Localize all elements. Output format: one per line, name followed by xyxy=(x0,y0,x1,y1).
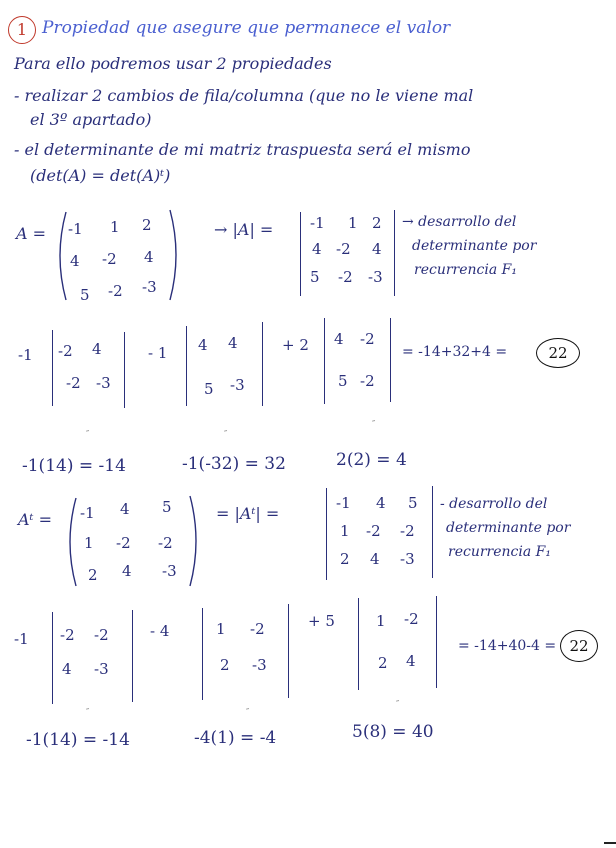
minor-b1-right-bar xyxy=(132,610,133,702)
tick-mark: ″ xyxy=(86,708,90,718)
cofactor-b1-coef: -1 xyxy=(14,630,29,648)
minor-a3-left-bar xyxy=(324,318,325,404)
term-b1: -1(14) = -14 xyxy=(26,730,130,750)
matrix-at-cell: -2 xyxy=(116,534,131,552)
minor-a3-cell: -2 xyxy=(360,330,375,348)
cofactor-a1-coef: -1 xyxy=(18,346,33,364)
term-a2: -1(-32) = 32 xyxy=(182,454,286,474)
det-a-right-bar xyxy=(394,210,395,296)
matrix-at-right-paren xyxy=(188,494,202,588)
minor-b2-cell: 1 xyxy=(216,620,226,638)
note-b-line-2: determinante por xyxy=(446,520,571,536)
minor-b3-cell: 1 xyxy=(376,612,386,630)
det-at-cell: -1 xyxy=(336,494,351,512)
intro-line: Para ello podremos usar 2 propiedades xyxy=(14,54,332,73)
minor-a1-left-bar xyxy=(52,330,53,406)
minor-b3-cell: -2 xyxy=(404,610,419,628)
matrix-a-cell: 5 xyxy=(80,286,90,304)
tick-mark: ″ xyxy=(246,708,250,718)
det-at-right-bar xyxy=(432,486,433,578)
det-a-cell: -3 xyxy=(368,268,383,286)
minor-a2-cell: 4 xyxy=(228,334,238,352)
det-a-cell: -2 xyxy=(338,268,353,286)
matrix-at-cell: 2 xyxy=(88,566,98,584)
det-at-cell: 4 xyxy=(376,494,386,512)
minor-a1-cell: -2 xyxy=(58,342,73,360)
minor-a3-cell: 5 xyxy=(338,372,348,390)
minor-a2-cell: 5 xyxy=(204,380,214,398)
matrix-a-cell: 1 xyxy=(110,218,120,236)
matrix-at-cell: 5 xyxy=(162,498,172,516)
det-a-cell: 5 xyxy=(310,268,320,286)
matrix-a-left-paren xyxy=(54,210,68,302)
cofactor-b2-coef: - 4 xyxy=(150,622,170,640)
minor-b2-cell: -3 xyxy=(252,656,267,674)
minor-a2-left-bar xyxy=(186,326,187,406)
det-a-cell: -1 xyxy=(310,214,325,232)
det-a-cell: 4 xyxy=(312,240,322,258)
det-at-cell: -3 xyxy=(400,550,415,568)
tick-mark: ″ xyxy=(372,420,376,430)
minor-a3-cell: 4 xyxy=(334,330,344,348)
det-a-cell: 4 xyxy=(372,240,382,258)
minor-b1-cell: -2 xyxy=(60,626,75,644)
minor-b3-cell: 4 xyxy=(406,652,416,670)
note-a-line-3: recurrencia F₁ xyxy=(414,262,517,278)
minor-a3-right-bar xyxy=(390,318,391,402)
matrix-at-cell: -3 xyxy=(162,562,177,580)
matrix-at-cell: 1 xyxy=(84,534,94,552)
result-a: 22 xyxy=(536,338,580,368)
cofactor-a2-coef: - 1 xyxy=(148,344,168,362)
minor-b2-cell: -2 xyxy=(250,620,265,638)
det-at-cell: -2 xyxy=(400,522,415,540)
matrix-a-cell: -1 xyxy=(68,220,83,238)
minor-b3-right-bar xyxy=(436,596,437,688)
note-a-line-1: → desarrollo del xyxy=(402,214,517,230)
det-at-cell: -2 xyxy=(366,522,381,540)
matrix-a-cell: 4 xyxy=(70,252,80,270)
matrix-a-right-paren xyxy=(168,208,182,302)
minor-a1-right-bar xyxy=(124,332,125,408)
det-at-label: = |Aᵗ| = xyxy=(216,504,280,523)
matrix-a-cell: 4 xyxy=(144,248,154,266)
sum-a: = -14+32+4 = xyxy=(402,344,508,360)
tick-mark: ″ xyxy=(224,430,228,440)
det-at-cell: 4 xyxy=(370,550,380,568)
matrix-a-cell: 2 xyxy=(142,216,152,234)
matrix-at-cell: -2 xyxy=(158,534,173,552)
bullet-1-line-1: - realizar 2 cambios de fila/columna (que no le viene mal xyxy=(14,86,474,105)
bullet-2-line-1: - el determinante de mi matriz traspuesta será el mismo xyxy=(14,140,471,159)
note-a-line-2: determinante por xyxy=(412,238,537,254)
section-number: 1 xyxy=(8,16,36,44)
minor-a1-cell: 4 xyxy=(92,340,102,358)
minor-b3-left-bar xyxy=(358,598,359,690)
minor-b1-cell: -3 xyxy=(94,660,109,678)
matrix-at-cell: 4 xyxy=(122,562,132,580)
minor-a2-cell: 4 xyxy=(198,336,208,354)
matrix-a-cell: -2 xyxy=(102,250,117,268)
minor-b2-left-bar xyxy=(202,608,203,700)
minor-b1-cell: 4 xyxy=(62,660,72,678)
term-a3: 2(2) = 4 xyxy=(336,450,407,470)
det-a-cell: 2 xyxy=(372,214,382,232)
bullet-1-line-2: el 3º apartado) xyxy=(30,110,152,129)
det-at-left-bar xyxy=(326,488,327,580)
det-a-cell: -2 xyxy=(336,240,351,258)
matrix-a-label: A = xyxy=(16,224,47,243)
result-b: 22 xyxy=(560,630,598,662)
note-b-line-3: recurrencia F₁ xyxy=(448,544,551,560)
tick-mark: ″ xyxy=(86,430,90,440)
page-corner-mark xyxy=(604,842,616,844)
minor-a2-right-bar xyxy=(262,322,263,406)
minor-b2-cell: 2 xyxy=(220,656,230,674)
minor-b1-left-bar xyxy=(52,612,53,704)
term-b3: 5(8) = 40 xyxy=(352,722,434,742)
det-at-cell: 5 xyxy=(408,494,418,512)
term-b2: -4(1) = -4 xyxy=(194,728,277,748)
minor-a1-cell: -3 xyxy=(96,374,111,392)
minor-a1-cell: -2 xyxy=(66,374,81,392)
det-a-cell: 1 xyxy=(348,214,358,232)
minor-a3-cell: -2 xyxy=(360,372,375,390)
matrix-at-cell: -1 xyxy=(80,504,95,522)
det-a-left-bar xyxy=(300,212,301,296)
sum-b: = -14+40-4 = xyxy=(458,638,557,654)
matrix-at-cell: 4 xyxy=(120,500,130,518)
matrix-at-left-paren xyxy=(64,496,78,588)
det-at-cell: 1 xyxy=(340,522,350,540)
det-a-label: → |A| = xyxy=(214,220,274,239)
matrix-a-cell: -2 xyxy=(108,282,123,300)
matrix-a-cell: -3 xyxy=(142,278,157,296)
tick-mark: ″ xyxy=(396,700,400,710)
term-a1: -1(14) = -14 xyxy=(22,456,126,476)
bullet-2-line-2: (det(A) = det(A)ᵗ) xyxy=(30,166,171,185)
section-title: Propiedad que asegure que permanece el valor xyxy=(42,18,451,38)
minor-b2-right-bar xyxy=(288,604,289,698)
minor-a2-cell: -3 xyxy=(230,376,245,394)
note-b-line-1: - desarrollo del xyxy=(440,496,548,512)
cofactor-b3-coef: + 5 xyxy=(308,612,335,630)
minor-b1-cell: -2 xyxy=(94,626,109,644)
matrix-at-label: Aᵗ = xyxy=(18,510,52,529)
det-at-cell: 2 xyxy=(340,550,350,568)
minor-b3-cell: 2 xyxy=(378,654,388,672)
cofactor-a3-coef: + 2 xyxy=(282,336,309,354)
